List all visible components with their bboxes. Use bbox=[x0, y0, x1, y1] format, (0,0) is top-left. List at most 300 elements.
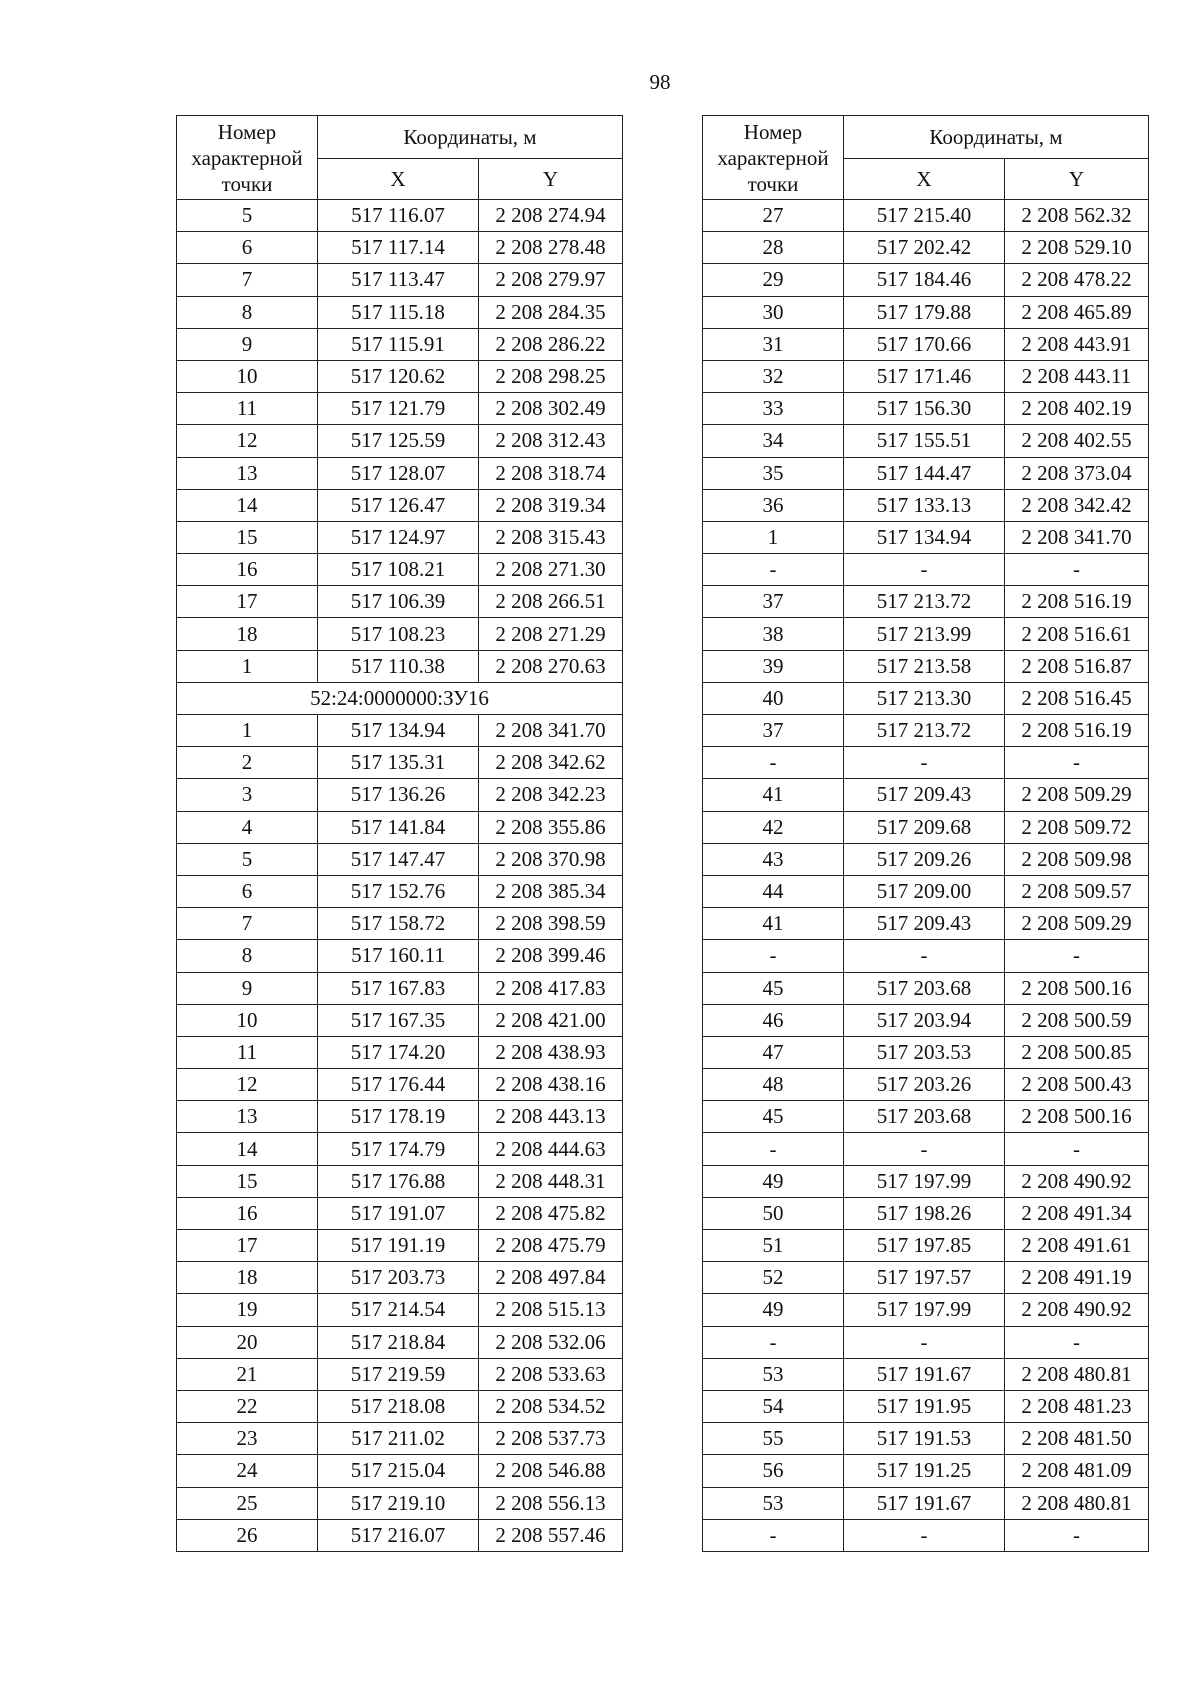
y-coordinate-cell: 2 208 516.45 bbox=[1005, 682, 1149, 714]
point-number-cell: 14 bbox=[177, 1133, 318, 1165]
x-coordinate-cell: 517 116.07 bbox=[318, 200, 479, 232]
table-row bbox=[703, 1519, 1149, 1551]
x-coordinate-cell: 517 203.73 bbox=[318, 1262, 479, 1294]
y-coordinate-cell: 2 208 342.62 bbox=[479, 747, 623, 779]
y-coordinate-cell: 2 208 398.59 bbox=[479, 908, 623, 940]
point-number-cell: 26 bbox=[177, 1519, 318, 1551]
y-coordinate-cell: - bbox=[1005, 1519, 1149, 1551]
y-coordinate-cell: 2 208 532.06 bbox=[479, 1326, 623, 1358]
table-row bbox=[703, 457, 1149, 489]
point-number-cell: 34 bbox=[703, 425, 844, 457]
x-coordinate-cell: 517 214.54 bbox=[318, 1294, 479, 1326]
y-coordinate-cell: 2 208 298.25 bbox=[479, 360, 623, 392]
x-coordinate-cell: 517 179.88 bbox=[844, 296, 1005, 328]
x-coordinate-cell: 517 160.11 bbox=[318, 940, 479, 972]
coordinates-table-left bbox=[176, 115, 623, 1552]
y-coordinate-cell: - bbox=[1005, 1326, 1149, 1358]
y-coordinate-cell: 2 208 516.61 bbox=[1005, 618, 1149, 650]
y-coordinate-cell: 2 208 481.50 bbox=[1005, 1423, 1149, 1455]
point-number-cell: 16 bbox=[177, 1197, 318, 1229]
x-coordinate-cell: 517 209.43 bbox=[844, 779, 1005, 811]
point-number-cell: 49 bbox=[703, 1294, 844, 1326]
y-coordinate-cell: 2 208 315.43 bbox=[479, 521, 623, 553]
point-number-cell: 15 bbox=[177, 1165, 318, 1197]
y-coordinate-cell: 2 208 443.11 bbox=[1005, 360, 1149, 392]
point-number-cell: - bbox=[703, 940, 844, 972]
table-row bbox=[703, 1326, 1149, 1358]
y-coordinate-cell: 2 208 515.13 bbox=[479, 1294, 623, 1326]
point-number-cell: 40 bbox=[703, 682, 844, 714]
y-coordinate-cell: 2 208 342.42 bbox=[1005, 489, 1149, 521]
y-coordinate-cell: 2 208 438.93 bbox=[479, 1036, 623, 1068]
point-number-cell: 10 bbox=[177, 360, 318, 392]
point-number-cell: 5 bbox=[177, 200, 318, 232]
point-number-cell: 14 bbox=[177, 489, 318, 521]
y-coordinate-cell: 2 208 529.10 bbox=[1005, 232, 1149, 264]
point-number-cell: 35 bbox=[703, 457, 844, 489]
x-coordinate-cell: 517 115.91 bbox=[318, 328, 479, 360]
y-coordinate-cell: 2 208 475.79 bbox=[479, 1230, 623, 1262]
x-coordinate-cell: 517 197.99 bbox=[844, 1165, 1005, 1197]
point-number-cell: 1 bbox=[703, 521, 844, 553]
x-coordinate-cell: 517 176.88 bbox=[318, 1165, 479, 1197]
table-row bbox=[703, 682, 1149, 714]
x-coordinate-cell: 517 209.00 bbox=[844, 875, 1005, 907]
point-number-cell: 48 bbox=[703, 1069, 844, 1101]
y-coordinate-cell: 2 208 274.94 bbox=[479, 200, 623, 232]
y-coordinate-cell: 2 208 490.92 bbox=[1005, 1165, 1149, 1197]
point-number-cell: 9 bbox=[177, 328, 318, 360]
x-coordinate-cell: - bbox=[844, 940, 1005, 972]
x-coordinate-cell: 517 209.26 bbox=[844, 843, 1005, 875]
table-row bbox=[177, 425, 623, 457]
x-coordinate-cell: 517 218.08 bbox=[318, 1390, 479, 1422]
x-coordinate-cell: 517 213.72 bbox=[844, 586, 1005, 618]
y-coordinate-cell: 2 208 500.43 bbox=[1005, 1069, 1149, 1101]
point-number-cell: 17 bbox=[177, 586, 318, 618]
x-coordinate-cell: 517 108.23 bbox=[318, 618, 479, 650]
x-coordinate-cell: 517 144.47 bbox=[844, 457, 1005, 489]
y-coordinate-cell: 2 208 509.98 bbox=[1005, 843, 1149, 875]
y-coordinate-cell: 2 208 438.16 bbox=[479, 1069, 623, 1101]
point-number-cell: 36 bbox=[703, 489, 844, 521]
table-row bbox=[703, 1133, 1149, 1165]
x-coordinate-cell: 517 209.43 bbox=[844, 908, 1005, 940]
point-number-cell: 13 bbox=[177, 457, 318, 489]
point-number-cell: 43 bbox=[703, 843, 844, 875]
y-coordinate-cell: 2 208 500.59 bbox=[1005, 1004, 1149, 1036]
point-number-cell: 41 bbox=[703, 908, 844, 940]
y-coordinate-cell: 2 208 509.72 bbox=[1005, 811, 1149, 843]
point-number-cell: 1 bbox=[177, 650, 318, 682]
x-coordinate-cell: 517 178.19 bbox=[318, 1101, 479, 1133]
table-row bbox=[177, 972, 623, 1004]
y-coordinate-cell: 2 208 421.00 bbox=[479, 1004, 623, 1036]
x-coordinate-cell: 517 213.30 bbox=[844, 682, 1005, 714]
y-coordinate-cell: 2 208 500.16 bbox=[1005, 1101, 1149, 1133]
x-coordinate-cell: 517 121.79 bbox=[318, 393, 479, 425]
table-row bbox=[177, 232, 623, 264]
point-number-cell: 37 bbox=[703, 586, 844, 618]
x-coordinate-cell: 517 126.47 bbox=[318, 489, 479, 521]
point-number-cell: 42 bbox=[703, 811, 844, 843]
x-coordinate-cell: 517 108.21 bbox=[318, 554, 479, 586]
table-row bbox=[703, 1230, 1149, 1262]
y-coordinate-cell: 2 208 500.85 bbox=[1005, 1036, 1149, 1068]
table-row bbox=[703, 811, 1149, 843]
y-coordinate-cell: 2 208 509.57 bbox=[1005, 875, 1149, 907]
table-row bbox=[177, 360, 623, 392]
table-row bbox=[703, 425, 1149, 457]
table-row bbox=[703, 618, 1149, 650]
table-row bbox=[703, 650, 1149, 682]
table-row bbox=[703, 521, 1149, 553]
header-y: Y bbox=[479, 159, 623, 200]
x-coordinate-cell: 517 219.10 bbox=[318, 1487, 479, 1519]
point-number-cell: 31 bbox=[703, 328, 844, 360]
y-coordinate-cell: 2 208 271.30 bbox=[479, 554, 623, 586]
table-body-right bbox=[703, 200, 1149, 1552]
y-coordinate-cell: 2 208 534.52 bbox=[479, 1390, 623, 1422]
point-number-cell: 30 bbox=[703, 296, 844, 328]
y-coordinate-cell: 2 208 478.22 bbox=[1005, 264, 1149, 296]
table-row bbox=[703, 586, 1149, 618]
point-number-cell: 28 bbox=[703, 232, 844, 264]
point-number-cell: 6 bbox=[177, 232, 318, 264]
point-number-cell: - bbox=[703, 1133, 844, 1165]
point-number-cell: 55 bbox=[703, 1423, 844, 1455]
table-row bbox=[703, 1390, 1149, 1422]
point-number-cell: 8 bbox=[177, 296, 318, 328]
table-row bbox=[177, 618, 623, 650]
point-number-cell: 49 bbox=[703, 1165, 844, 1197]
table-row bbox=[177, 1230, 623, 1262]
table-row bbox=[703, 843, 1149, 875]
point-number-cell: 9 bbox=[177, 972, 318, 1004]
y-coordinate-cell: 2 208 399.46 bbox=[479, 940, 623, 972]
y-coordinate-cell: 2 208 475.82 bbox=[479, 1197, 623, 1229]
y-coordinate-cell: 2 208 417.83 bbox=[479, 972, 623, 1004]
table-row bbox=[703, 232, 1149, 264]
table-row bbox=[703, 1294, 1149, 1326]
point-number-cell: 11 bbox=[177, 1036, 318, 1068]
x-coordinate-cell: 517 171.46 bbox=[844, 360, 1005, 392]
x-coordinate-cell: 517 141.84 bbox=[318, 811, 479, 843]
point-number-cell: 19 bbox=[177, 1294, 318, 1326]
point-number-cell: 51 bbox=[703, 1230, 844, 1262]
y-coordinate-cell: 2 208 465.89 bbox=[1005, 296, 1149, 328]
x-coordinate-cell: 517 152.76 bbox=[318, 875, 479, 907]
y-coordinate-cell: 2 208 318.74 bbox=[479, 457, 623, 489]
table-row bbox=[177, 1197, 623, 1229]
table-row bbox=[703, 1069, 1149, 1101]
point-number-cell: 54 bbox=[703, 1390, 844, 1422]
table-row bbox=[703, 393, 1149, 425]
y-coordinate-cell: 2 208 533.63 bbox=[479, 1358, 623, 1390]
y-coordinate-cell: - bbox=[1005, 940, 1149, 972]
point-number-cell: 17 bbox=[177, 1230, 318, 1262]
x-coordinate-cell: - bbox=[844, 1133, 1005, 1165]
table-row bbox=[177, 264, 623, 296]
table-row bbox=[703, 200, 1149, 232]
point-number-cell: 20 bbox=[177, 1326, 318, 1358]
y-coordinate-cell: 2 208 402.19 bbox=[1005, 393, 1149, 425]
point-number-cell: 33 bbox=[703, 393, 844, 425]
table-row bbox=[703, 1101, 1149, 1133]
x-coordinate-cell: 517 203.68 bbox=[844, 972, 1005, 1004]
point-number-cell: 29 bbox=[703, 264, 844, 296]
y-coordinate-cell: 2 208 500.16 bbox=[1005, 972, 1149, 1004]
x-coordinate-cell: 517 203.94 bbox=[844, 1004, 1005, 1036]
table-row bbox=[177, 715, 623, 747]
table-row bbox=[177, 1423, 623, 1455]
point-number-cell: 11 bbox=[177, 393, 318, 425]
point-number-cell: 7 bbox=[177, 264, 318, 296]
point-number-cell: 52 bbox=[703, 1262, 844, 1294]
y-coordinate-cell: 2 208 491.61 bbox=[1005, 1230, 1149, 1262]
table-row bbox=[177, 489, 623, 521]
table-row bbox=[177, 1133, 623, 1165]
point-number-cell: 12 bbox=[177, 425, 318, 457]
y-coordinate-cell: 2 208 491.34 bbox=[1005, 1197, 1149, 1229]
x-coordinate-cell: 517 213.99 bbox=[844, 618, 1005, 650]
point-number-cell: 8 bbox=[177, 940, 318, 972]
x-coordinate-cell: 517 117.14 bbox=[318, 232, 479, 264]
table-row bbox=[703, 264, 1149, 296]
x-coordinate-cell: 517 191.53 bbox=[844, 1423, 1005, 1455]
table-row bbox=[177, 554, 623, 586]
x-coordinate-cell: 517 191.25 bbox=[844, 1455, 1005, 1487]
point-number-cell: 27 bbox=[703, 200, 844, 232]
point-number-cell: 24 bbox=[177, 1455, 318, 1487]
y-coordinate-cell: 2 208 516.87 bbox=[1005, 650, 1149, 682]
table-row bbox=[703, 328, 1149, 360]
table-row bbox=[177, 779, 623, 811]
point-number-cell: 22 bbox=[177, 1390, 318, 1422]
point-number-cell: 2 bbox=[177, 747, 318, 779]
point-number-cell: - bbox=[703, 1326, 844, 1358]
y-coordinate-cell: 2 208 556.13 bbox=[479, 1487, 623, 1519]
x-coordinate-cell: 517 167.83 bbox=[318, 972, 479, 1004]
x-coordinate-cell: 517 218.84 bbox=[318, 1326, 479, 1358]
table-row bbox=[177, 1519, 623, 1551]
x-coordinate-cell: 517 134.94 bbox=[844, 521, 1005, 553]
point-number-cell: - bbox=[703, 747, 844, 779]
point-number-cell: 12 bbox=[177, 1069, 318, 1101]
point-number-cell: 50 bbox=[703, 1197, 844, 1229]
x-coordinate-cell: 517 124.97 bbox=[318, 521, 479, 553]
x-coordinate-cell: 517 155.51 bbox=[844, 425, 1005, 457]
x-coordinate-cell: 517 213.72 bbox=[844, 715, 1005, 747]
point-number-cell: 47 bbox=[703, 1036, 844, 1068]
table-row bbox=[177, 521, 623, 553]
x-coordinate-cell: 517 191.95 bbox=[844, 1390, 1005, 1422]
x-coordinate-cell: 517 197.57 bbox=[844, 1262, 1005, 1294]
table-row bbox=[177, 1069, 623, 1101]
x-coordinate-cell: - bbox=[844, 1519, 1005, 1551]
y-coordinate-cell: 2 208 279.97 bbox=[479, 264, 623, 296]
x-coordinate-cell: 517 156.30 bbox=[844, 393, 1005, 425]
x-coordinate-cell: 517 158.72 bbox=[318, 908, 479, 940]
point-number-cell: 41 bbox=[703, 779, 844, 811]
table-row bbox=[177, 811, 623, 843]
y-coordinate-cell: 2 208 516.19 bbox=[1005, 586, 1149, 618]
table-row bbox=[703, 296, 1149, 328]
table-row bbox=[177, 1004, 623, 1036]
y-coordinate-cell: 2 208 497.84 bbox=[479, 1262, 623, 1294]
point-number-cell: 21 bbox=[177, 1358, 318, 1390]
table-row bbox=[703, 489, 1149, 521]
y-coordinate-cell: 2 208 480.81 bbox=[1005, 1487, 1149, 1519]
y-coordinate-cell: 2 208 271.29 bbox=[479, 618, 623, 650]
table-row bbox=[703, 747, 1149, 779]
table-row bbox=[177, 457, 623, 489]
x-coordinate-cell: 517 125.59 bbox=[318, 425, 479, 457]
x-coordinate-cell: 517 184.46 bbox=[844, 264, 1005, 296]
point-number-cell: 18 bbox=[177, 1262, 318, 1294]
table-row bbox=[703, 1455, 1149, 1487]
point-number-cell: - bbox=[703, 554, 844, 586]
point-number-cell: 38 bbox=[703, 618, 844, 650]
table-row bbox=[703, 715, 1149, 747]
x-coordinate-cell: 517 133.13 bbox=[844, 489, 1005, 521]
y-coordinate-cell: 2 208 278.48 bbox=[479, 232, 623, 264]
y-coordinate-cell: 2 208 355.86 bbox=[479, 811, 623, 843]
table-row bbox=[703, 908, 1149, 940]
y-coordinate-cell: - bbox=[1005, 747, 1149, 779]
x-coordinate-cell: 517 120.62 bbox=[318, 360, 479, 392]
point-number-cell: 53 bbox=[703, 1487, 844, 1519]
y-coordinate-cell: 2 208 370.98 bbox=[479, 843, 623, 875]
x-coordinate-cell: 517 115.18 bbox=[318, 296, 479, 328]
table-row bbox=[177, 1487, 623, 1519]
y-coordinate-cell: 2 208 284.35 bbox=[479, 296, 623, 328]
x-coordinate-cell: 517 176.44 bbox=[318, 1069, 479, 1101]
x-coordinate-cell: 517 170.66 bbox=[844, 328, 1005, 360]
x-coordinate-cell: 517 134.94 bbox=[318, 715, 479, 747]
table-row bbox=[177, 1390, 623, 1422]
x-coordinate-cell: 517 203.53 bbox=[844, 1036, 1005, 1068]
table-row bbox=[703, 1358, 1149, 1390]
table-row bbox=[703, 1036, 1149, 1068]
x-coordinate-cell: 517 213.58 bbox=[844, 650, 1005, 682]
table-row bbox=[703, 1197, 1149, 1229]
x-coordinate-cell: 517 216.07 bbox=[318, 1519, 479, 1551]
page-number: 98 bbox=[649, 70, 671, 94]
x-coordinate-cell: 517 203.26 bbox=[844, 1069, 1005, 1101]
point-number-cell: 10 bbox=[177, 1004, 318, 1036]
coordinates-table-right bbox=[702, 115, 1149, 1552]
table-row bbox=[177, 747, 623, 779]
x-coordinate-cell: 517 167.35 bbox=[318, 1004, 479, 1036]
point-number-cell: 45 bbox=[703, 972, 844, 1004]
y-coordinate-cell: 2 208 444.63 bbox=[479, 1133, 623, 1165]
point-number-cell: 4 bbox=[177, 811, 318, 843]
header-coordinates: Координаты, м bbox=[844, 116, 1149, 159]
section-row bbox=[177, 682, 623, 714]
table-row bbox=[703, 1004, 1149, 1036]
y-coordinate-cell: 2 208 481.23 bbox=[1005, 1390, 1149, 1422]
point-number-cell: 56 bbox=[703, 1455, 844, 1487]
y-coordinate-cell: 2 208 312.43 bbox=[479, 425, 623, 457]
x-coordinate-cell: 517 191.19 bbox=[318, 1230, 479, 1262]
y-coordinate-cell: 2 208 319.34 bbox=[479, 489, 623, 521]
x-coordinate-cell: - bbox=[844, 1326, 1005, 1358]
y-coordinate-cell: 2 208 480.81 bbox=[1005, 1358, 1149, 1390]
y-coordinate-cell: 2 208 270.63 bbox=[479, 650, 623, 682]
point-number-cell: 32 bbox=[703, 360, 844, 392]
point-number-cell: 5 bbox=[177, 843, 318, 875]
point-number-cell: 3 bbox=[177, 779, 318, 811]
x-coordinate-cell: - bbox=[844, 554, 1005, 586]
table-row bbox=[177, 200, 623, 232]
y-coordinate-cell: - bbox=[1005, 554, 1149, 586]
table-body-left bbox=[177, 200, 623, 1552]
header-point-number: Номер характерной точки bbox=[703, 116, 844, 200]
table-row bbox=[177, 586, 623, 618]
x-coordinate-cell: 517 197.99 bbox=[844, 1294, 1005, 1326]
x-coordinate-cell: 517 215.40 bbox=[844, 200, 1005, 232]
point-number-cell: 25 bbox=[177, 1487, 318, 1519]
x-coordinate-cell: 517 191.07 bbox=[318, 1197, 479, 1229]
y-coordinate-cell: 2 208 402.55 bbox=[1005, 425, 1149, 457]
table-row bbox=[177, 1165, 623, 1197]
x-coordinate-cell: 517 147.47 bbox=[318, 843, 479, 875]
y-coordinate-cell: 2 208 286.22 bbox=[479, 328, 623, 360]
table-row bbox=[703, 875, 1149, 907]
table-row bbox=[177, 1101, 623, 1133]
y-coordinate-cell: 2 208 266.51 bbox=[479, 586, 623, 618]
table-row bbox=[177, 940, 623, 972]
table-row bbox=[703, 972, 1149, 1004]
y-coordinate-cell: 2 208 490.92 bbox=[1005, 1294, 1149, 1326]
point-number-cell: 45 bbox=[703, 1101, 844, 1133]
y-coordinate-cell: 2 208 509.29 bbox=[1005, 779, 1149, 811]
y-coordinate-cell: - bbox=[1005, 1133, 1149, 1165]
point-number-cell: 7 bbox=[177, 908, 318, 940]
x-coordinate-cell: - bbox=[844, 747, 1005, 779]
table-row bbox=[703, 1487, 1149, 1519]
point-number-cell: 6 bbox=[177, 875, 318, 907]
cadastral-number: 52:24:0000000:ЗУ16 bbox=[177, 682, 623, 714]
table-row bbox=[703, 779, 1149, 811]
point-number-cell: 37 bbox=[703, 715, 844, 747]
header-x: X bbox=[844, 159, 1005, 200]
y-coordinate-cell: 2 208 443.13 bbox=[479, 1101, 623, 1133]
y-coordinate-cell: 2 208 481.09 bbox=[1005, 1455, 1149, 1487]
x-coordinate-cell: 517 191.67 bbox=[844, 1358, 1005, 1390]
x-coordinate-cell: 517 202.42 bbox=[844, 232, 1005, 264]
header-coordinates: Координаты, м bbox=[318, 116, 623, 159]
table-row bbox=[177, 1036, 623, 1068]
point-number-cell: 18 bbox=[177, 618, 318, 650]
x-coordinate-cell: 517 135.31 bbox=[318, 747, 479, 779]
table-row bbox=[177, 908, 623, 940]
header-x: X bbox=[318, 159, 479, 200]
point-number-cell: 39 bbox=[703, 650, 844, 682]
x-coordinate-cell: 517 174.20 bbox=[318, 1036, 479, 1068]
x-coordinate-cell: 517 128.07 bbox=[318, 457, 479, 489]
point-number-cell: 23 bbox=[177, 1423, 318, 1455]
point-number-cell: 15 bbox=[177, 521, 318, 553]
x-coordinate-cell: 517 215.04 bbox=[318, 1455, 479, 1487]
table-row bbox=[177, 328, 623, 360]
y-coordinate-cell: 2 208 385.34 bbox=[479, 875, 623, 907]
point-number-cell: 44 bbox=[703, 875, 844, 907]
x-coordinate-cell: 517 106.39 bbox=[318, 586, 479, 618]
y-coordinate-cell: 2 208 509.29 bbox=[1005, 908, 1149, 940]
table-row bbox=[177, 875, 623, 907]
